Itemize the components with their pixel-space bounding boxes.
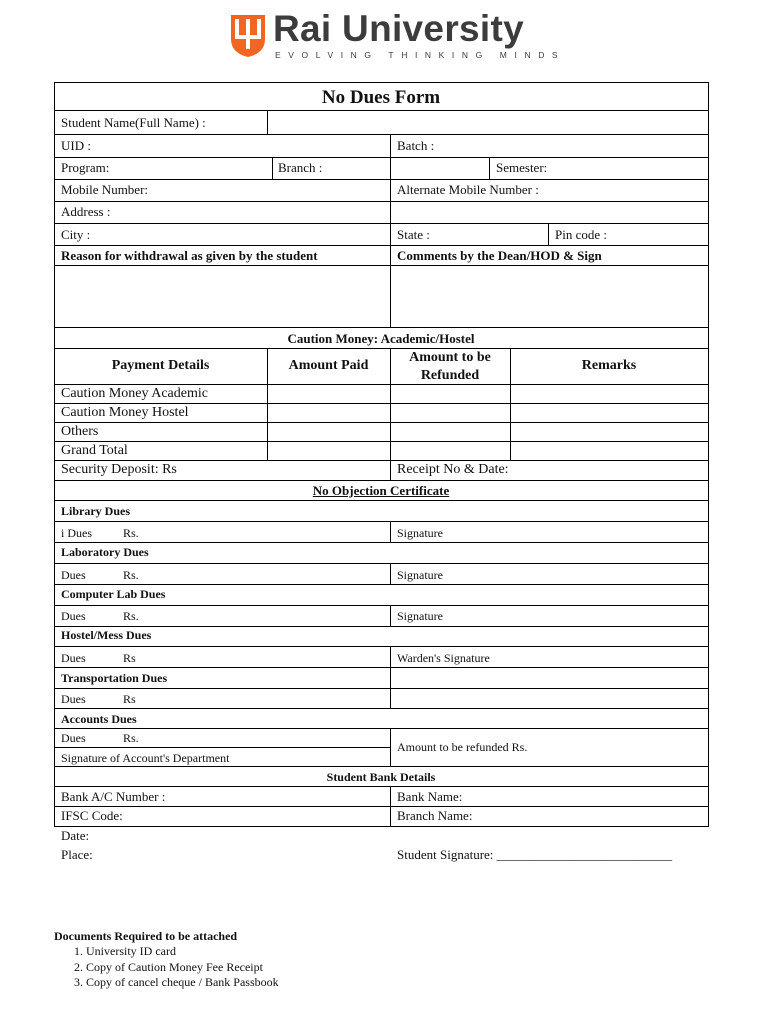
- accounts-dues-label: Dues: [61, 731, 86, 745]
- comments-field[interactable]: [391, 266, 708, 327]
- transportation-dues-heading: Transportation Dues: [61, 671, 168, 685]
- computer-lab-signature-label: Signature: [397, 609, 443, 623]
- warden-signature-label: Warden's Signature: [397, 651, 490, 665]
- reason-field[interactable]: [55, 266, 390, 327]
- caution-row-grand-total: Grand Total: [61, 443, 128, 458]
- hostel-mess-dues-heading: Hostel/Mess Dues: [61, 628, 152, 642]
- batch-label: Batch :: [397, 138, 435, 153]
- mobile-label: Mobile Number:: [61, 182, 149, 197]
- computer-lab-rs-label: Rs.: [123, 609, 139, 623]
- city-label: City :: [61, 227, 91, 242]
- payment-details-header: Payment Details: [111, 358, 210, 373]
- date-label: Date:: [61, 828, 90, 843]
- uid-label: UID :: [61, 138, 91, 153]
- accounts-rs-label: Rs.: [123, 731, 139, 745]
- semester-label: Semester:: [496, 160, 548, 175]
- pin-label: Pin code :: [555, 227, 607, 242]
- caution-row-hostel: Caution Money Hostel: [61, 405, 189, 420]
- amount-refunded-label: Amount to be refunded Rs.: [397, 740, 528, 754]
- form-title: No Dues Form: [321, 87, 441, 108]
- hostel-dues-label: Dues: [61, 651, 86, 665]
- accounts-department-signature-label: Signature of Account's Department: [61, 751, 230, 765]
- computer-lab-dues-heading: Computer Lab Dues: [61, 587, 166, 601]
- noc-title: No Objection Certificate: [312, 483, 450, 498]
- address-label: Address :: [61, 204, 111, 219]
- ifsc-label: IFSC Code:: [61, 808, 123, 823]
- comments-heading: Comments by the Dean/HOD & Sign: [397, 248, 602, 263]
- student-name-field[interactable]: [268, 111, 708, 134]
- caution-row-academic: Caution Money Academic: [61, 386, 208, 401]
- security-deposit-label: Security Deposit: Rs: [61, 462, 177, 477]
- hostel-rs-label: Rs: [123, 651, 136, 665]
- document-item-cancel-cheque: 3. Copy of cancel cheque / Bank Passbook: [74, 975, 279, 989]
- library-rs-label: Rs.: [123, 526, 139, 540]
- program-label: Program:: [61, 160, 110, 175]
- remarks-header: Remarks: [581, 358, 637, 373]
- bank-name-label: Bank Name:: [397, 789, 463, 804]
- student-signature-label: Student Signature: ___________________________: [397, 847, 673, 862]
- laboratory-dues-heading: Laboratory Dues: [61, 545, 149, 559]
- brand-tagline: EVOLVING THINKING MINDS: [275, 50, 566, 60]
- caution-title: Caution Money: Academic/Hostel: [287, 331, 475, 346]
- bank-details-title: Student Bank Details: [326, 770, 436, 784]
- amount-refunded-header: Amount to be Refunded: [409, 350, 491, 383]
- reason-heading: Reason for withdrawal as given by the student: [61, 248, 318, 263]
- brand-name: Rai University: [273, 8, 524, 49]
- document-item-id-card: 1. University ID card: [74, 944, 176, 958]
- caution-row-others: Others: [61, 424, 99, 439]
- receipt-label: Receipt No & Date:: [397, 462, 509, 477]
- transportation-dues-label: Dues: [61, 692, 86, 706]
- transportation-rs-label: Rs: [123, 692, 136, 706]
- laboratory-signature-label: Signature: [397, 568, 443, 582]
- student-name-label: Student Name(Full Name) :: [61, 115, 206, 130]
- branch-label: Branch :: [278, 160, 323, 175]
- library-signature-label: Signature: [397, 526, 443, 540]
- laboratory-dues-label: Dues: [61, 568, 86, 582]
- bank-account-label: Bank A/C Number :: [61, 789, 166, 804]
- library-dues-heading: Library Dues: [61, 504, 130, 518]
- branch-name-label: Branch Name:: [397, 808, 473, 823]
- computer-lab-dues-label: Dues: [61, 609, 86, 623]
- laboratory-rs-label: Rs.: [123, 568, 139, 582]
- state-label: State :: [397, 227, 430, 242]
- accounts-dues-heading: Accounts Dues: [61, 712, 137, 726]
- documents-heading: Documents Required to be attached: [54, 929, 238, 943]
- alt-mobile-label: Alternate Mobile Number :: [397, 182, 539, 197]
- amount-paid-header: Amount Paid: [288, 358, 369, 373]
- library-dues-label: i Dues: [61, 526, 92, 540]
- place-label: Place:: [61, 847, 93, 862]
- document-item-fee-receipt: 2. Copy of Caution Money Fee Receipt: [74, 960, 263, 974]
